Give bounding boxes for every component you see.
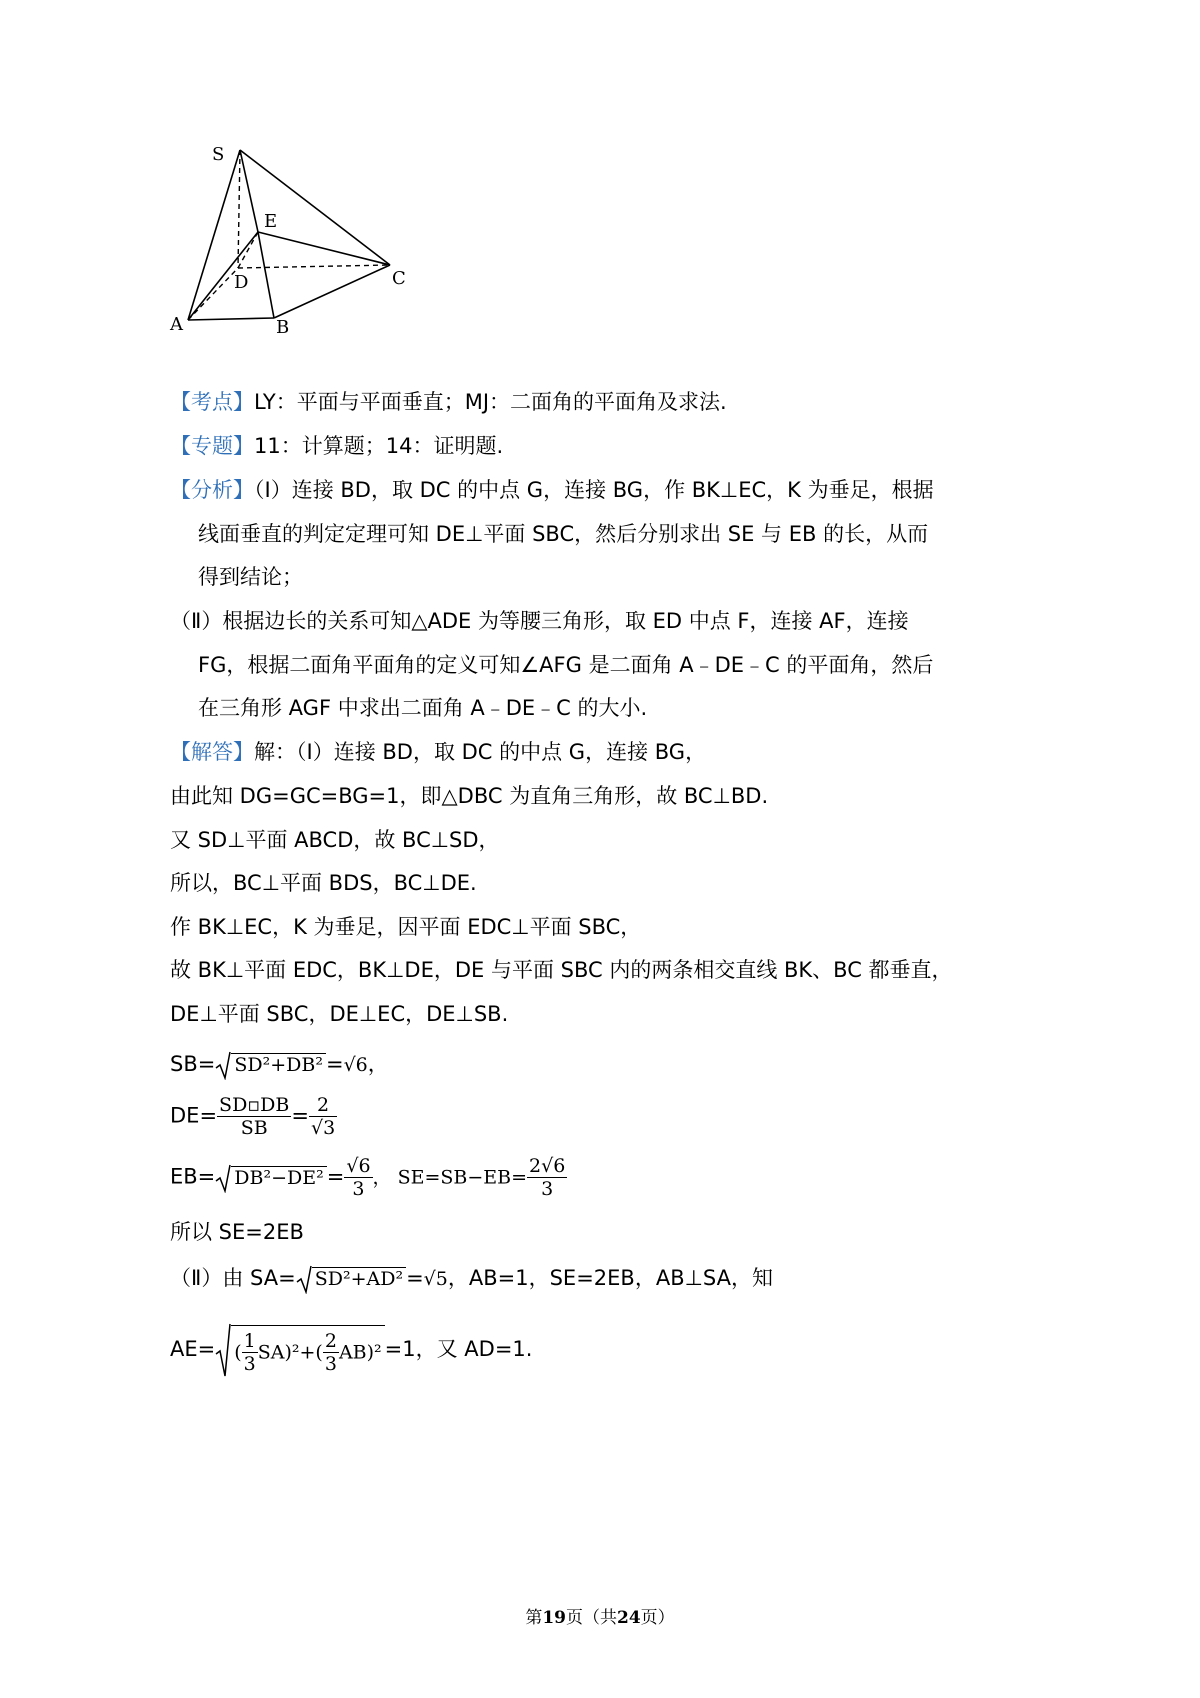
jieda-text-1: 解：（Ⅰ）连接 BD，取 DC 的中点 G，连接 BG，	[254, 740, 707, 764]
jieda-line-7: DE⊥平面 SBC，DE⊥EC，DE⊥SB.	[170, 1002, 509, 1026]
page-total: 24	[617, 1608, 641, 1628]
edge-DC	[238, 265, 390, 268]
radical-icon	[215, 1050, 231, 1080]
edge-DE	[238, 232, 258, 268]
frac-de-1: $\frac{SD▫DB}{SB}$	[219, 1094, 290, 1139]
edge-SA	[188, 150, 240, 320]
fenxi-line-6: 在三角形 AGF 中求出二面角 A﹣DE﹣C 的大小.	[198, 696, 648, 720]
eq-sa: （Ⅱ）由 SA= SD²+AD² =√5，AB=1，SE=2EB，AB⊥SA，知	[170, 1262, 773, 1294]
radical-icon	[215, 1322, 231, 1378]
zhuanti-text: 11：计算题；14：证明题.	[254, 434, 504, 458]
eq-sb: SB= SD²+DB² =√6，	[170, 1048, 389, 1080]
fenxi-line-2: 线面垂直的判定定理可知 DE⊥平面 SBC，然后分别求出 SE 与 EB 的长，从而	[198, 522, 929, 546]
eq-ae: AE= ( $\frac{1}{3}$ SA)²+( $\frac{2}{3}$ AB)² =1，又 AD=1.	[170, 1322, 532, 1378]
page-footer: 第19页（共24页）	[525, 1608, 675, 1628]
sqrt-sb: SD²+DB²	[215, 1050, 326, 1080]
kaodian-tag: 【考点】	[170, 390, 254, 414]
fenxi-line-4: （Ⅱ）根据边长的关系可知△ADE 为等腰三角形，取 ED 中点 F，连接 AF，连接	[170, 609, 909, 633]
eq-de: DE= $\frac{SD▫DB}{SB}$ = $\frac{2}{√3}$	[170, 1094, 336, 1139]
edge-SD	[238, 150, 240, 268]
page-number: 19	[542, 1608, 566, 1628]
edge-AB	[188, 318, 274, 320]
jieda-line-6: 故 BK⊥平面 EDC，BK⊥DE，DE 与平面 SBC 内的两条相交直线 BK、BC 都垂直，	[170, 958, 953, 982]
label-D: D	[234, 272, 249, 293]
sqrt-sa: SD²+AD²	[296, 1264, 406, 1294]
edge-BC	[274, 265, 390, 318]
sqrt-ae: ( $\frac{1}{3}$ SA)²+( $\frac{2}{3}$ AB)²	[215, 1322, 384, 1378]
jieda-line-1	[170, 737, 706, 767]
label-E: E	[264, 211, 278, 232]
frac-de-2: $\frac{2}{√3}$	[310, 1094, 336, 1139]
jieda-tag: 【解答】	[170, 740, 254, 764]
fenxi-tag: 【分析】	[170, 478, 254, 502]
fenxi-line-5: FG，根据二面角平面角的定义可知∠AFG 是二面角 A﹣DE﹣C 的平面角，然后	[198, 653, 934, 677]
sqrt-eb: DB²−DE²	[215, 1163, 326, 1193]
radical-icon	[296, 1264, 312, 1294]
fenxi-line-1	[170, 475, 934, 505]
frac-ae-2: $\frac{2}{3}$	[324, 1330, 337, 1375]
label-B: B	[276, 317, 290, 338]
pyramid-figure	[170, 140, 430, 345]
label-C: C	[392, 268, 406, 289]
pyramid-diagram	[170, 140, 430, 345]
edge-SC	[240, 150, 390, 265]
eq-eb: EB= DB²−DE² = $\frac{√6}{3}$ ， SE=SB−EB= $\frac{2√6}{3}$	[170, 1155, 566, 1200]
label-A: A	[170, 314, 183, 335]
edge-EC	[258, 232, 390, 265]
frac-se: $\frac{2√6}{3}$	[529, 1155, 566, 1200]
kaodian-text: LY：平面与平面垂直；MJ：二面角的平面角及求法.	[254, 390, 727, 414]
zhuanti-tag: 【专题】	[170, 434, 254, 458]
zhuanti-line	[170, 431, 503, 461]
edge-EB	[258, 232, 274, 318]
fenxi-text-1: （Ⅰ）连接 BD，取 DC 的中点 G，连接 BG，作 BK⊥EC，K 为垂足，根据	[254, 478, 934, 502]
frac-eb: $\frac{√6}{3}$	[346, 1155, 371, 1200]
jieda-line-2: 由此知 DG=GC=BG=1，即△DBC 为直角三角形，故 BC⊥BD.	[170, 784, 769, 808]
label-S: S	[212, 144, 225, 165]
soyi-line: 所以 SE=2EB	[170, 1220, 304, 1244]
jieda-line-4: 所以，BC⊥平面 BDS，BC⊥DE.	[170, 871, 477, 895]
fenxi-line-3: 得到结论；	[198, 565, 303, 589]
jieda-line-3: 又 SD⊥平面 ABCD，故 BC⊥SD，	[170, 828, 500, 852]
radical-icon	[215, 1163, 231, 1193]
kaodian-line	[170, 387, 727, 417]
jieda-line-5: 作 BK⊥EC，K 为垂足，因平面 EDC⊥平面 SBC，	[170, 915, 642, 939]
frac-ae-1: $\frac{1}{3}$	[243, 1330, 256, 1375]
